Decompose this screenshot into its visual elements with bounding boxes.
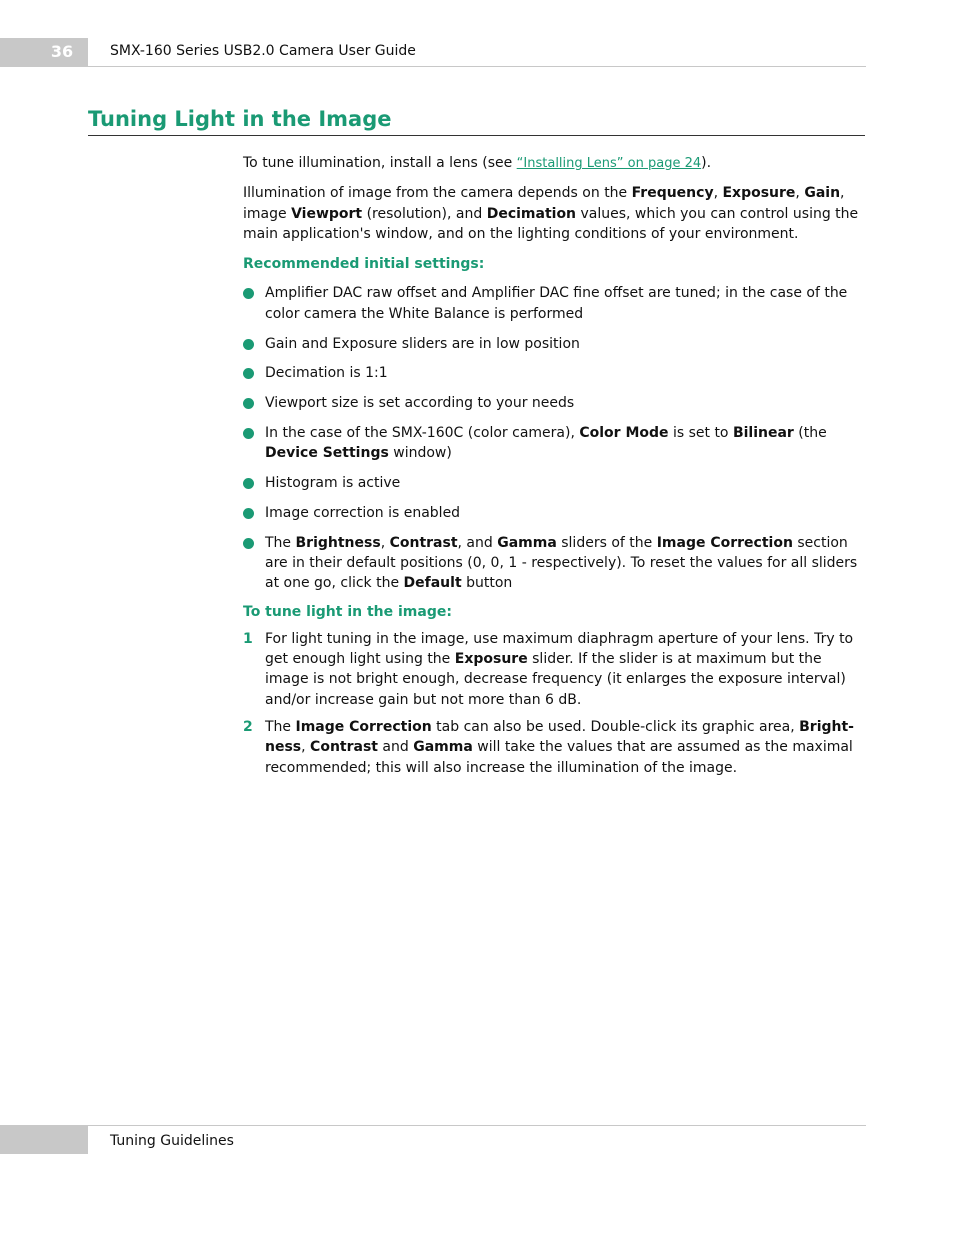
bullet-icon — [243, 428, 254, 439]
section-title: Tuning Light in the Image — [88, 107, 392, 131]
list-item: Histogram is active — [243, 473, 863, 493]
list-item: Viewport size is set according to your needs — [243, 393, 863, 413]
bullet-icon — [243, 538, 254, 549]
bullet-icon — [243, 339, 254, 350]
bullet-icon — [243, 288, 254, 299]
header-rule — [88, 66, 866, 67]
intro-paragraph-2: Illumination of image from the camera depends on the Frequency, Exposure, Gain, image Viewport (resolution), and Decimation values, which you can control using the main application's window, and on the lighting conditions of your environment. — [243, 185, 859, 242]
procedure-steps — [243, 629, 863, 778]
bullet-icon — [243, 398, 254, 409]
step-item: 2 The Image Correction tab can also be used. Double-click its graphic area, Bright-ness, Contrast and Gamma will take the values that are assumed as the maximal recommended; this will also increase the illumination of the image. — [243, 719, 854, 776]
main-content — [243, 153, 863, 785]
list-item: Amplifier DAC raw offset and Amplifier DAC fine offset are tuned; in the case of the color camera the White Balance is performed — [243, 283, 863, 324]
list-item: In the case of the SMX-160C (color camera), Color Mode is set to Bilinear (the Device Settings window) — [243, 423, 863, 464]
installing-lens-link[interactable]: “Installing Lens” on page 24 — [516, 156, 702, 171]
bullet-icon — [243, 368, 254, 379]
footer-rule — [88, 1125, 866, 1126]
list-item: The Brightness, Contrast, and Gamma sliders of the Image Correction section are in their default positions (0, 0, 1 - respectively). To reset the values for all sliders at one go, click the Default button — [243, 533, 863, 594]
footer-tab — [0, 1125, 88, 1154]
section-rule — [88, 135, 865, 136]
footer-section-name: Tuning Guidelines — [110, 1133, 234, 1149]
procedure-heading: To tune light in the image: — [243, 603, 452, 620]
step-number: 2 — [243, 719, 253, 736]
recommended-list — [243, 283, 863, 593]
list-item: Gain and Exposure sliders are in low position — [243, 334, 863, 354]
step-item: 1 For light tuning in the image, use maximum diaphragm aperture of your lens. Try to get enough light using the Exposure slider. If the slider is at maximum but the image is not bright enough, decrease frequency (it enlarges the exposure interval) and/or increase gain but not more than 6 dB. — [243, 630, 854, 708]
intro-paragraph-1: To tune illumination, install a lens (see “Installing Lens” on page 24). — [243, 155, 712, 171]
document-title: SMX-160 Series USB2.0 Camera User Guide — [110, 43, 416, 59]
page-number: 36 — [50, 42, 74, 61]
list-item: Image correction is enabled — [243, 503, 863, 523]
step-number: 1 — [243, 630, 253, 647]
bullet-icon — [243, 508, 254, 519]
bullet-icon — [243, 478, 254, 489]
recommended-heading: Recommended initial settings: — [243, 256, 485, 273]
list-item: Decimation is 1:1 — [243, 363, 863, 383]
